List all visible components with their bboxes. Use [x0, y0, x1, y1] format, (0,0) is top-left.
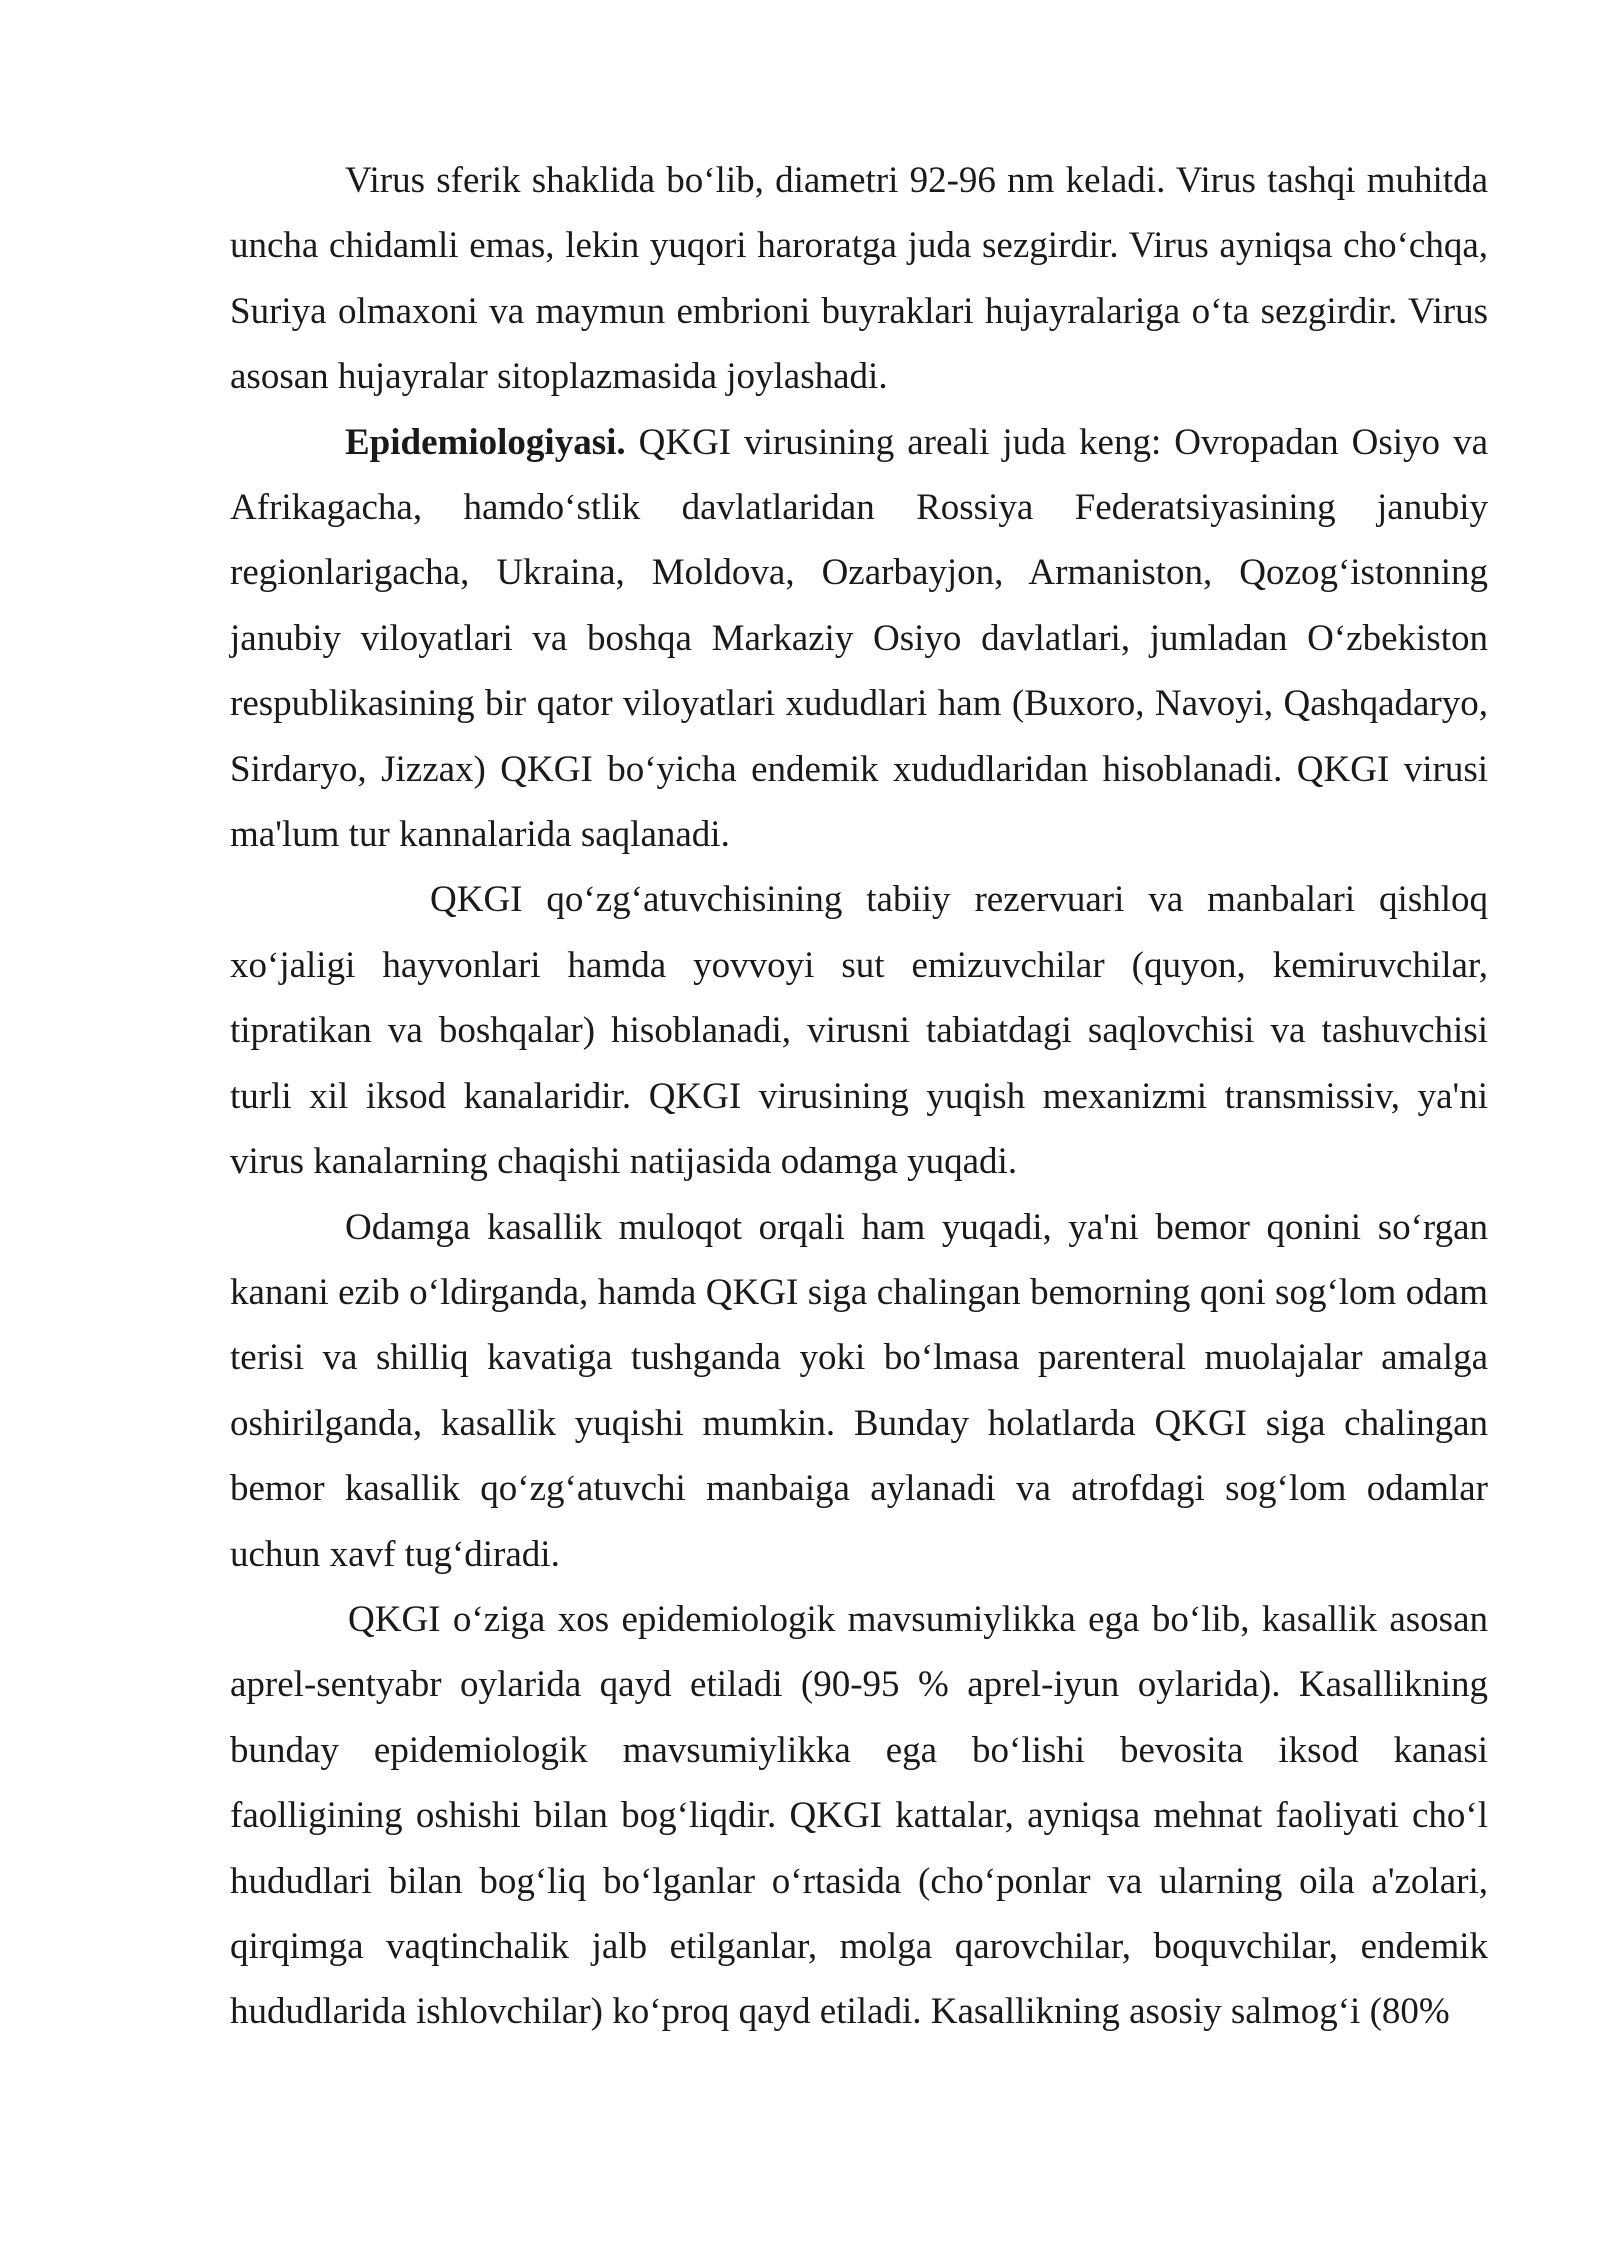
paragraph-virus-description — [230, 148, 1488, 410]
section-heading-epidemiology: Epidemiologiyasi. — [345, 421, 626, 463]
paragraph-text: QKGI qo‘zg‘atuvchisining tabiiy rezervuari va manbalari qishloq xo‘jaligi hayvonlari hamda yovvoyi sut emizuvchilar (quyon, kemiruvchilar, tipratikan va boshqalar) hisoblanadi, virusni tabiatdagi saqlovchisi va tashuvchisi turli xil iksod kanalaridir. QKGI virusining yuqish mexanizmi transmissiv, ya'ni virus kanalarning chaqishi natijasida odamga yuqadi. — [230, 879, 1488, 1183]
paragraph-text: QKGI o‘ziga xos epidemiologik mavsumiylikka ega bo‘lib, kasallik asosan aprel-sentyabr oylarida qayd etiladi (90-95 % aprel-iyun oylarida). Kasallikning bunday epidemiologik mavsumiylikka ega bo‘lishi bevosita iksod kanasi faolligining oshishi bilan bog‘liqdir. QKGI kattalar, ayniqsa mehnat faoliyati cho‘l hududlari bilan bog‘liq bo‘lganlar o‘rtasida (cho‘ponlar va ularning oila a'zolari, qirqimga vaqtinchalik jalb etilganlar, molga qarovchilar, boquvchilar, endemik hududlarida ishlovchilar) ko‘proq qayd etiladi. Kasallikning asosiy salmog‘i (80% — [230, 1598, 1488, 2033]
paragraph-text: QKGI virusining areali juda keng: Ovropadan Osiyo va Afrikagacha, hamdo‘stlik davlatlaridan Rossiya Federatsiyasining janubiy regionlarigacha, Ukraina, Moldova, Ozarbayjon, Armaniston, Qozog‘istonning janubiy viloyatlari va boshqa Markaziy Osiyo davlatlari, jumladan O‘zbekiston respublikasining bir qator viloyatlari xududlari ham (Buxoro, Navoyi, Qashqadaryo, Sirdaryo, Jizzax) QKGI bo‘yicha endemik xududlaridan hisoblanadi. QKGI virusi ma'lum tur kannalarida saqlanadi. — [230, 421, 1488, 856]
paragraph-seasonality — [230, 1587, 1488, 2045]
document-body — [230, 148, 1488, 2045]
paragraph-reservoir — [230, 867, 1488, 1194]
paragraph-epidemiology — [230, 410, 1488, 868]
paragraph-text: Odamga kasallik muloqot orqali ham yuqadi, ya'ni bemor qonini so‘rgan kanani ezib o‘ldirganda, hamda QKGI siga chalingan bemorning qoni sog‘lom odam terisi va shilliq kavatiga tushganda yoki bo‘lmasa parenteral muolajalar amalga oshirilganda, kasallik yuqishi mumkin. Bunday holatlarda QKGI siga chalingan bemor kasallik qo‘zg‘atuvchi manbaiga aylanadi va atrofdagi sog‘lom odamlar uchun xavf tug‘diradi. — [230, 1206, 1488, 1575]
paragraph-text: Virus sferik shaklida bo‘lib, diametri 92-96 nm keladi. Virus tashqi muhitda uncha chidamli emas, lekin yuqori haroratga juda sezgirdir. Virus ayniqsa cho‘chqa, Suriya olmaxoni va maymun embrioni buyraklari hujayralariga o‘ta sezgirdir. Virus asosan hujayralar sitoplazmasida joylashadi. — [230, 160, 1488, 398]
paragraph-contact-transmission — [230, 1195, 1488, 1587]
